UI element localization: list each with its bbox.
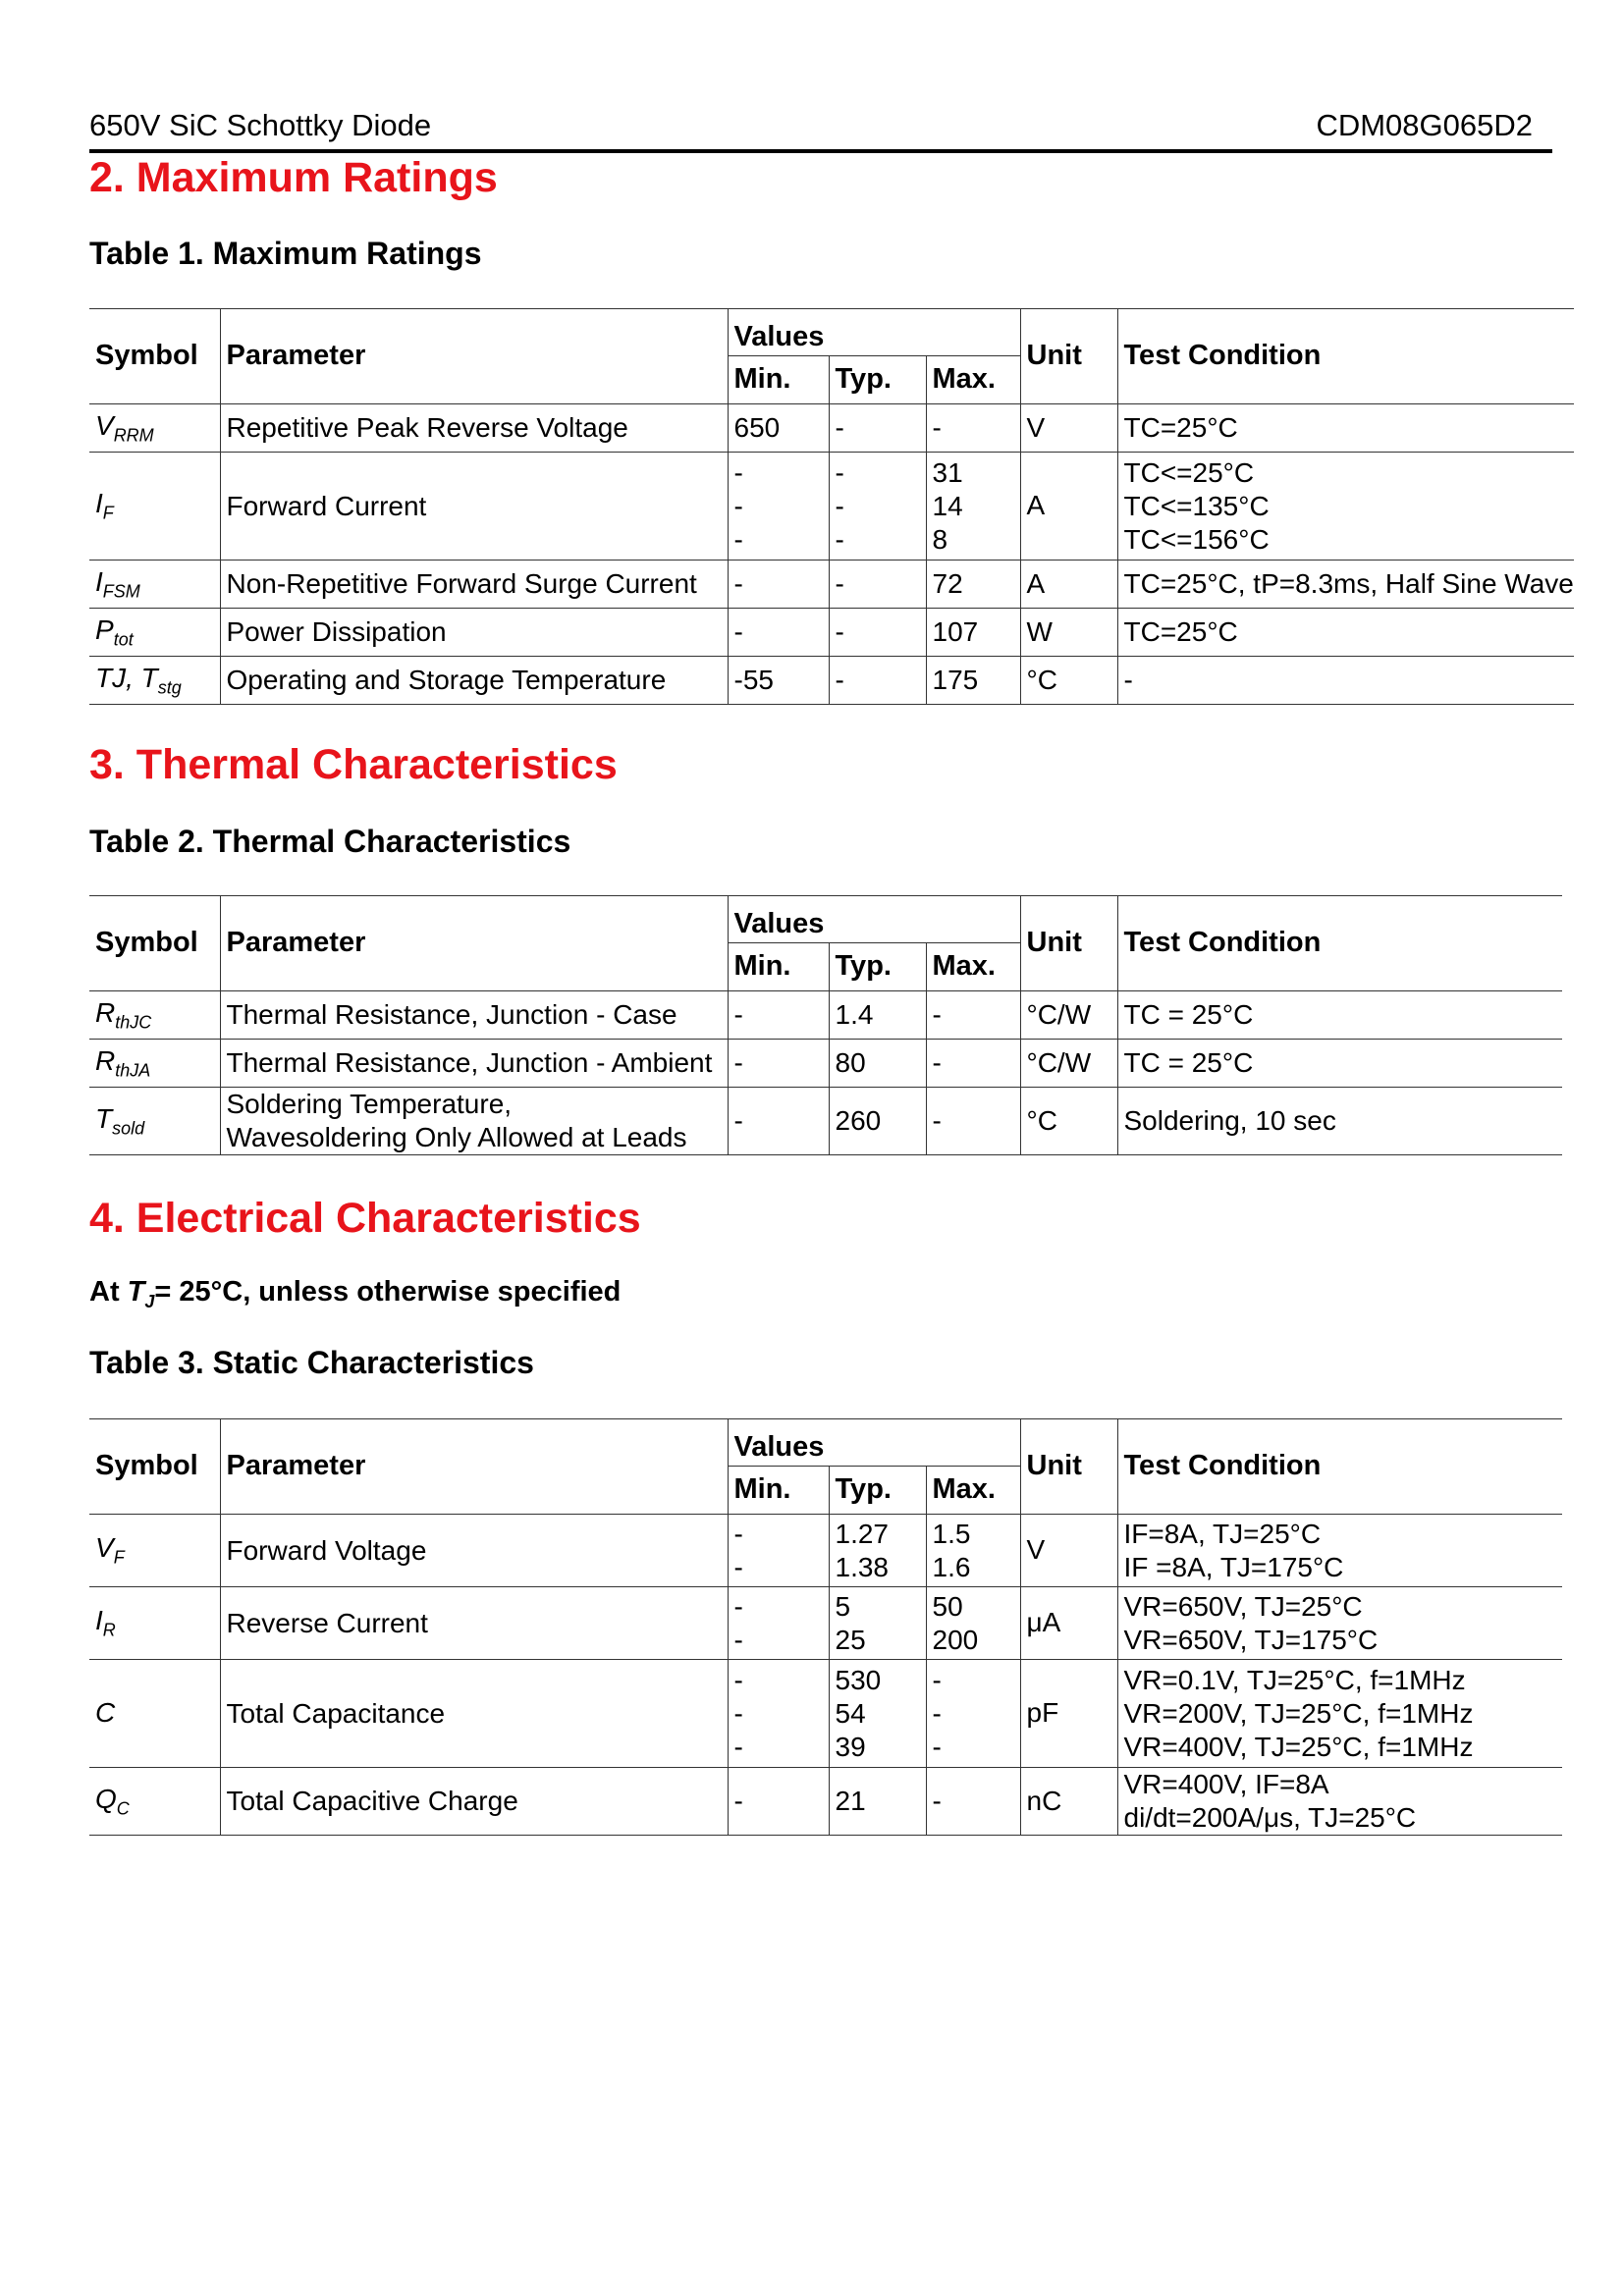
- parameter-cell-line: Soldering Temperature,: [226, 1089, 513, 1119]
- parameter-cell-line: Forward Current: [226, 490, 427, 521]
- test-condition-cell-line: -: [1123, 665, 1133, 695]
- unit-cell: pF: [1020, 1660, 1117, 1768]
- header-test-condition: Test Condition: [1117, 309, 1574, 404]
- test-condition-cell: [1117, 1088, 1562, 1155]
- header-typ: Typ.: [829, 943, 926, 991]
- table-row: [89, 1587, 1562, 1660]
- symbol-letter: V: [95, 409, 114, 441]
- table3-title: Table 3. Static Characteristics: [89, 1345, 534, 1380]
- max-cell: [926, 561, 1020, 609]
- symbol-cell: [89, 657, 220, 705]
- min-cell-line: -: [733, 456, 743, 488]
- max-cell-line: -: [932, 1786, 942, 1816]
- parameter-cell-line: Non-Repetitive Forward Surge Current: [226, 568, 697, 599]
- max-cell-line: -: [932, 1047, 942, 1078]
- min-cell-line: -55: [733, 665, 774, 695]
- typ-cell: [829, 453, 926, 561]
- max-cell-line: 50: [932, 1590, 963, 1622]
- max-cell: [926, 1040, 1020, 1088]
- max-cell: [926, 1660, 1020, 1768]
- parameter-cell-line: Reverse Current: [226, 1607, 428, 1638]
- max-cell: [926, 609, 1020, 657]
- table-row: [89, 991, 1562, 1040]
- header-symbol: Symbol: [89, 309, 220, 404]
- min-cell-line: -: [733, 616, 743, 647]
- test-condition-cell: [1117, 657, 1574, 705]
- parameter-cell-line: Thermal Resistance, Junction - Ambient: [226, 1047, 713, 1078]
- symbol-cell: [89, 1040, 220, 1088]
- max-cell: [926, 991, 1020, 1040]
- header-values: Values: [728, 1419, 1020, 1467]
- min-cell-line: -: [733, 1551, 743, 1582]
- max-cell: [926, 1088, 1020, 1155]
- max-cell: [926, 1587, 1020, 1660]
- max-cell-line: 175: [932, 665, 979, 695]
- header-parameter: Parameter: [220, 896, 728, 991]
- symbol-letter: T: [95, 1102, 113, 1134]
- symbol-cell: [89, 1587, 220, 1660]
- table-row: [89, 609, 1574, 657]
- part-number: CDM08G065D2: [1316, 108, 1533, 142]
- unit-cell: μA: [1020, 1587, 1117, 1660]
- typ-cell: [829, 561, 926, 609]
- min-cell: [728, 1088, 829, 1155]
- test-condition-cell-line: TC<=25°C: [1123, 456, 1255, 488]
- symbol-cell: [89, 1768, 220, 1836]
- min-cell: [728, 657, 829, 705]
- header-unit: Unit: [1020, 309, 1117, 404]
- typ-cell: [829, 404, 926, 453]
- test-condition-cell-line: VR=400V, IF=8A: [1123, 1769, 1329, 1799]
- note-sub: J: [144, 1291, 155, 1311]
- min-cell-line: -: [733, 568, 743, 599]
- header-min: Min.: [728, 356, 829, 404]
- max-cell: [926, 1768, 1020, 1836]
- typ-cell-line: -: [835, 456, 844, 488]
- min-cell: [728, 1768, 829, 1836]
- typ-cell-line: 1.38: [835, 1551, 889, 1582]
- symbol-subscript: tot: [113, 629, 134, 650]
- header-max: Max.: [926, 943, 1020, 991]
- thermal-table-body: [89, 896, 1562, 1155]
- test-condition-cell-line: VR=650V, TJ=175°C: [1123, 1624, 1379, 1655]
- typ-cell: [829, 609, 926, 657]
- symbol-letter: V: [95, 1532, 114, 1564]
- min-cell-line: 650: [733, 412, 781, 443]
- test-condition-cell: [1117, 1515, 1562, 1587]
- symbol-cell: [89, 1088, 220, 1155]
- typ-cell-line: 530: [835, 1664, 882, 1695]
- symbol-letter: I: [95, 1605, 103, 1636]
- max-cell-line: 8: [932, 523, 948, 555]
- test-condition-cell-line: IF =8A, TJ=175°C: [1123, 1551, 1344, 1582]
- symbol-cell: [89, 453, 220, 561]
- section-title-electrical: 4. Electrical Characteristics: [89, 1195, 641, 1242]
- typ-cell: [829, 657, 926, 705]
- electrical-conditions-note: [89, 1276, 621, 1312]
- typ-cell-line: -: [835, 490, 844, 521]
- header-max: Max.: [926, 356, 1020, 404]
- typ-cell: [829, 1515, 926, 1587]
- min-cell: [728, 453, 829, 561]
- static-table-body: [89, 1419, 1562, 1836]
- parameter-cell-line: Operating and Storage Temperature: [226, 665, 667, 695]
- min-cell: [728, 1660, 829, 1768]
- min-cell-line: -: [733, 1786, 743, 1816]
- symbol-cell: [89, 1515, 220, 1587]
- parameter-cell: [220, 991, 728, 1040]
- typ-cell: [829, 1088, 926, 1155]
- note-var: T: [127, 1276, 145, 1308]
- header-max: Max.: [926, 1467, 1020, 1515]
- parameter-cell-line: Repetitive Peak Reverse Voltage: [226, 412, 628, 443]
- note-prefix: At: [89, 1276, 128, 1308]
- min-cell-line: -: [733, 1518, 743, 1549]
- parameter-cell: [220, 453, 728, 561]
- test-condition-cell-line: TC=25°C: [1123, 412, 1238, 443]
- typ-cell-line: 1.27: [835, 1518, 889, 1549]
- thermal-table: [89, 895, 1562, 1155]
- min-cell: [728, 609, 829, 657]
- note-suffix: = 25°C, unless otherwise specified: [154, 1276, 622, 1308]
- test-condition-cell: [1117, 453, 1574, 561]
- table2-title: Table 2. Thermal Characteristics: [89, 824, 571, 859]
- min-cell-line: -: [733, 1731, 743, 1762]
- symbol-subscript: R: [102, 1620, 116, 1640]
- max-cell-line: -: [932, 1664, 942, 1695]
- max-cell: [926, 453, 1020, 561]
- test-condition-cell-line: VR=0.1V, TJ=25°C, f=1MHz: [1123, 1664, 1466, 1695]
- parameter-cell-line: Wavesoldering Only Allowed at Leads: [226, 1122, 687, 1152]
- header-typ: Typ.: [829, 356, 926, 404]
- test-condition-cell-line: TC=25°C, tP=8.3ms, Half Sine Wave: [1123, 568, 1574, 599]
- typ-cell-line: 80: [835, 1047, 866, 1078]
- typ-cell-line: -: [835, 616, 844, 647]
- min-cell-line: -: [733, 999, 743, 1030]
- typ-cell-line: 5: [835, 1590, 851, 1622]
- symbol-subscript: F: [113, 1547, 125, 1568]
- table-row: [89, 1660, 1562, 1768]
- min-cell-line: -: [733, 1697, 743, 1729]
- min-cell-line: -: [733, 1047, 743, 1078]
- typ-cell-line: 260: [835, 1105, 882, 1136]
- symbol-letter: I: [95, 488, 103, 519]
- max-cell-line: 72: [932, 568, 963, 599]
- max-cell-line: -: [932, 1697, 942, 1729]
- typ-cell-line: -: [835, 568, 844, 599]
- table-row: [89, 1768, 1562, 1836]
- parameter-cell: [220, 657, 728, 705]
- test-condition-cell-line: VR=400V, TJ=25°C, f=1MHz: [1123, 1731, 1474, 1762]
- parameter-cell-line: Power Dissipation: [226, 616, 447, 647]
- max-cell: [926, 1515, 1020, 1587]
- max-cell-line: -: [932, 999, 942, 1030]
- test-condition-cell: [1117, 561, 1574, 609]
- typ-cell-line: 21: [835, 1786, 866, 1816]
- test-condition-cell: [1117, 1768, 1562, 1836]
- min-cell: [728, 561, 829, 609]
- header-typ: Typ.: [829, 1467, 926, 1515]
- test-condition-cell-line: TC<=135°C: [1123, 490, 1270, 521]
- table-row: [89, 453, 1574, 561]
- symbol-cell: [89, 1660, 220, 1768]
- max-ratings-table-body: [89, 309, 1574, 705]
- max-cell-line: -: [932, 1731, 942, 1762]
- header-parameter: Parameter: [220, 1419, 728, 1515]
- symbol-letter: TJ, T: [95, 662, 158, 693]
- min-cell-line: -: [733, 1624, 743, 1655]
- symbol-cell: [89, 991, 220, 1040]
- min-cell-line: -: [733, 1664, 743, 1695]
- typ-cell-line: -: [835, 412, 844, 443]
- table-row: [89, 404, 1574, 453]
- test-condition-cell-line: VR=200V, TJ=25°C, f=1MHz: [1123, 1697, 1474, 1729]
- min-cell: [728, 404, 829, 453]
- typ-cell: [829, 991, 926, 1040]
- unit-cell: nC: [1020, 1768, 1117, 1836]
- symbol-cell: [89, 609, 220, 657]
- min-cell: [728, 991, 829, 1040]
- test-condition-cell: [1117, 1587, 1562, 1660]
- section-title-max-ratings: 2. Maximum Ratings: [89, 154, 498, 201]
- typ-cell-line: 25: [835, 1624, 866, 1655]
- table-row: [89, 1040, 1562, 1088]
- max-cell-line: 1.6: [932, 1551, 971, 1582]
- max-cell: [926, 404, 1020, 453]
- table1-title: Table 1. Maximum Ratings: [89, 236, 482, 271]
- unit-cell: °C/W: [1020, 991, 1117, 1040]
- symbol-subscript: FSM: [102, 581, 140, 602]
- header-min: Min.: [728, 1467, 829, 1515]
- symbol-letter: R: [95, 1044, 116, 1076]
- table-row: [89, 561, 1574, 609]
- section-title-thermal: 3. Thermal Characteristics: [89, 741, 618, 788]
- symbol-subscript: stg: [157, 677, 182, 698]
- test-condition-cell: [1117, 1040, 1562, 1088]
- test-condition-cell-line: IF=8A, TJ=25°C: [1123, 1518, 1322, 1549]
- min-cell-line: -: [733, 523, 743, 555]
- typ-cell-line: -: [835, 523, 844, 555]
- typ-cell-line: 1.4: [835, 999, 874, 1030]
- header-unit: Unit: [1020, 1419, 1117, 1515]
- parameter-cell-line: Total Capacitive Charge: [226, 1786, 518, 1816]
- page-header: [89, 106, 1552, 153]
- test-condition-cell: [1117, 991, 1562, 1040]
- parameter-cell-line: Forward Voltage: [226, 1534, 427, 1566]
- parameter-cell-line: Total Capacitance: [226, 1697, 446, 1729]
- typ-cell-line: 39: [835, 1731, 866, 1762]
- min-cell: [728, 1587, 829, 1660]
- symbol-cell: [89, 404, 220, 453]
- max-cell-line: -: [932, 1105, 942, 1136]
- max-cell-line: 107: [932, 616, 979, 647]
- header-values: Values: [728, 309, 1020, 356]
- symbol-cell: [89, 561, 220, 609]
- unit-cell: A: [1020, 453, 1117, 561]
- test-condition-cell: [1117, 404, 1574, 453]
- unit-cell: °C: [1020, 657, 1117, 705]
- symbol-subscript: thJC: [115, 1012, 152, 1033]
- typ-cell: [829, 1587, 926, 1660]
- max-cell-line: 14: [932, 490, 963, 521]
- test-condition-cell: [1117, 1660, 1562, 1768]
- max-cell-line: -: [932, 412, 942, 443]
- symbol-subscript: thJA: [115, 1060, 151, 1081]
- header-test-condition: Test Condition: [1117, 896, 1562, 991]
- symbol-letter: R: [95, 996, 116, 1028]
- test-condition-cell-line: TC = 25°C: [1123, 999, 1254, 1030]
- test-condition-cell-line: TC<=156°C: [1123, 523, 1270, 555]
- min-cell: [728, 1040, 829, 1088]
- symbol-subscript: F: [102, 503, 114, 523]
- parameter-cell: [220, 1088, 728, 1155]
- parameter-cell: [220, 609, 728, 657]
- static-characteristics-table: [89, 1418, 1562, 1836]
- unit-cell: A: [1020, 561, 1117, 609]
- typ-cell: [829, 1040, 926, 1088]
- unit-cell: °C: [1020, 1088, 1117, 1155]
- min-cell-line: -: [733, 490, 743, 521]
- table-row: [89, 1515, 1562, 1587]
- test-condition-cell: [1117, 609, 1574, 657]
- test-condition-cell-line: TC=25°C: [1123, 616, 1238, 647]
- parameter-cell: [220, 404, 728, 453]
- max-cell: [926, 657, 1020, 705]
- symbol-subscript: sold: [112, 1118, 145, 1139]
- header-min: Min.: [728, 943, 829, 991]
- max-cell-line: 31: [932, 456, 963, 488]
- min-cell: [728, 1515, 829, 1587]
- max-cell-line: 1.5: [932, 1518, 971, 1549]
- table-row: [89, 1088, 1562, 1155]
- unit-cell: V: [1020, 1515, 1117, 1587]
- symbol-letter: I: [95, 565, 103, 597]
- table-row: [89, 657, 1574, 705]
- header-symbol: Symbol: [89, 1419, 220, 1515]
- typ-cell: [829, 1768, 926, 1836]
- test-condition-cell-line: Soldering, 10 sec: [1123, 1105, 1336, 1136]
- parameter-cell: [220, 1660, 728, 1768]
- typ-cell-line: 54: [835, 1697, 866, 1729]
- header-unit: Unit: [1020, 896, 1117, 991]
- unit-cell: W: [1020, 609, 1117, 657]
- symbol-letter: P: [95, 614, 114, 645]
- typ-cell-line: -: [835, 665, 844, 695]
- header-symbol: Symbol: [89, 896, 220, 991]
- parameter-cell: [220, 1768, 728, 1836]
- unit-cell: °C/W: [1020, 1040, 1117, 1088]
- parameter-cell: [220, 1040, 728, 1088]
- symbol-letter: C: [95, 1697, 116, 1729]
- test-condition-cell-line: di/dt=200A/μs, TJ=25°C: [1123, 1802, 1417, 1833]
- symbol-subscript: RRM: [113, 425, 154, 446]
- parameter-cell: [220, 1587, 728, 1660]
- header-parameter: Parameter: [220, 309, 728, 404]
- symbol-subscript: C: [116, 1798, 130, 1819]
- parameter-cell: [220, 1515, 728, 1587]
- max-cell-line: 200: [932, 1624, 979, 1655]
- header-values: Values: [728, 896, 1020, 943]
- typ-cell: [829, 1660, 926, 1768]
- max-ratings-table: [89, 308, 1574, 705]
- test-condition-cell-line: VR=650V, TJ=25°C: [1123, 1590, 1363, 1622]
- parameter-cell: [220, 561, 728, 609]
- product-description: 650V SiC Schottky Diode: [89, 108, 432, 142]
- min-cell-line: -: [733, 1590, 743, 1622]
- test-condition-cell-line: TC = 25°C: [1123, 1047, 1254, 1078]
- parameter-cell-line: Thermal Resistance, Junction - Case: [226, 999, 677, 1030]
- symbol-letter: Q: [95, 1783, 117, 1814]
- unit-cell: V: [1020, 404, 1117, 453]
- min-cell-line: -: [733, 1105, 743, 1136]
- header-test-condition: Test Condition: [1117, 1419, 1562, 1515]
